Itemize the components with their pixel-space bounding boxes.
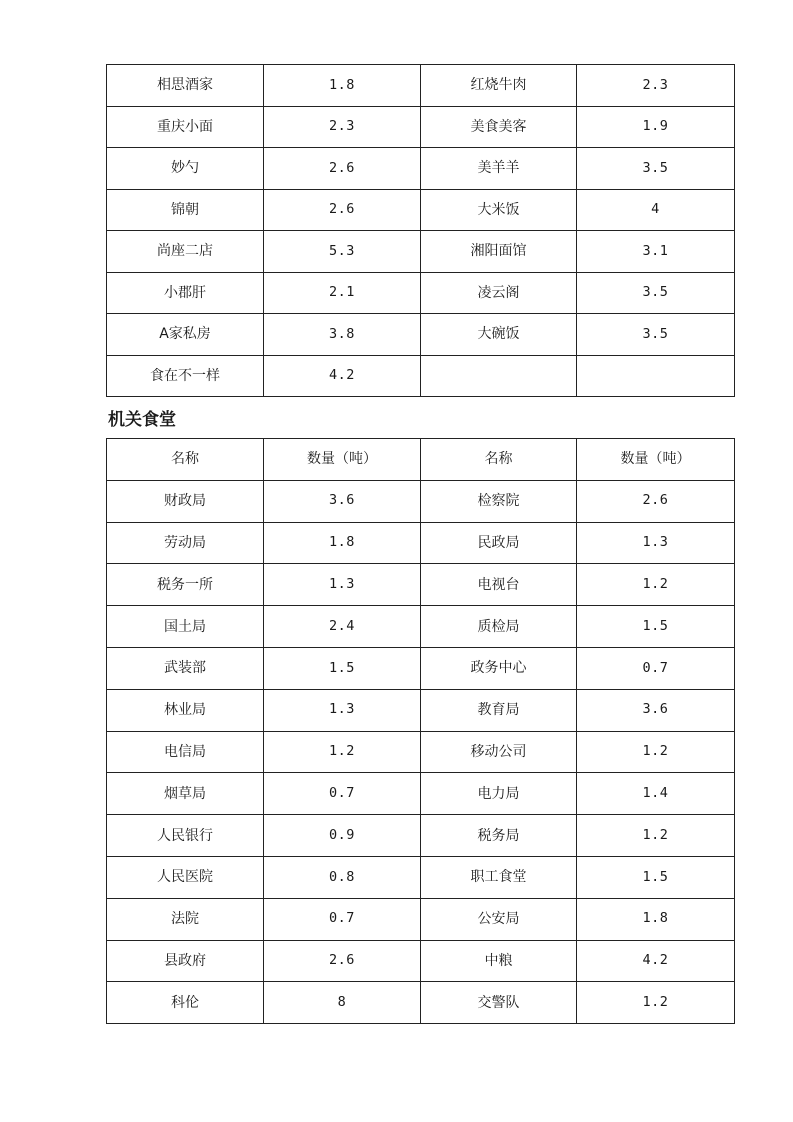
quantity-cell: 4.2 <box>264 355 421 397</box>
quantity-cell <box>577 355 735 397</box>
table-row <box>107 231 735 273</box>
name-cell: 交警队 <box>421 982 577 1024</box>
name-cell: 凌云阁 <box>421 272 577 314</box>
name-cell: 质检局 <box>421 606 577 648</box>
name-cell: 劳动局 <box>107 522 264 564</box>
name-cell: 公安局 <box>421 898 577 940</box>
name-cell: 湘阳面馆 <box>421 231 577 273</box>
name-cell: 人民银行 <box>107 815 264 857</box>
quantity-cell: 5.3 <box>264 231 421 273</box>
quantity-cell: 3.6 <box>264 480 421 522</box>
quantity-cell: 2.6 <box>264 189 421 231</box>
table-row <box>107 480 735 522</box>
quantity-cell: 0.7 <box>264 898 421 940</box>
government-canteen-table <box>106 438 735 1024</box>
quantity-cell: 4.2 <box>577 940 735 982</box>
name-cell: 武装部 <box>107 647 264 689</box>
name-cell: A家私房 <box>107 314 264 356</box>
quantity-cell: 2.6 <box>264 148 421 190</box>
section-title-government-canteens: 机关食堂 <box>108 410 176 430</box>
quantity-cell: 0.9 <box>264 815 421 857</box>
name-cell: 移动公司 <box>421 731 577 773</box>
name-cell: 科伦 <box>107 982 264 1024</box>
quantity-cell: 1.2 <box>264 731 421 773</box>
table-row <box>107 898 735 940</box>
quantity-cell: 0.7 <box>264 773 421 815</box>
quantity-cell: 1.3 <box>264 564 421 606</box>
table-row <box>107 148 735 190</box>
table-row <box>107 65 735 107</box>
name-cell: 红烧牛肉 <box>421 65 577 107</box>
name-cell: 中粮 <box>421 940 577 982</box>
name-cell: 法院 <box>107 898 264 940</box>
header-name-1: 名称 <box>107 439 264 481</box>
name-cell: 美羊羊 <box>421 148 577 190</box>
name-cell: 税务一所 <box>107 564 264 606</box>
name-cell: 教育局 <box>421 689 577 731</box>
name-cell: 职工食堂 <box>421 856 577 898</box>
quantity-cell: 2.6 <box>264 940 421 982</box>
quantity-cell: 1.3 <box>577 522 735 564</box>
table-row <box>107 189 735 231</box>
quantity-cell: 1.5 <box>577 856 735 898</box>
quantity-cell: 2.3 <box>577 65 735 107</box>
quantity-cell: 4 <box>577 189 735 231</box>
name-cell: 人民医院 <box>107 856 264 898</box>
quantity-cell: 3.8 <box>264 314 421 356</box>
quantity-cell: 1.2 <box>577 731 735 773</box>
quantity-cell: 1.4 <box>577 773 735 815</box>
name-cell <box>421 355 577 397</box>
quantity-cell: 1.2 <box>577 982 735 1024</box>
quantity-cell: 3.6 <box>577 689 735 731</box>
header-name-2: 名称 <box>421 439 577 481</box>
name-cell: 电力局 <box>421 773 577 815</box>
table-row <box>107 106 735 148</box>
name-cell: 林业局 <box>107 689 264 731</box>
quantity-cell: 2.6 <box>577 480 735 522</box>
quantity-cell: 2.4 <box>264 606 421 648</box>
header-quantity-1: 数量（吨） <box>264 439 421 481</box>
table-row <box>107 564 735 606</box>
header-quantity-2: 数量（吨） <box>577 439 735 481</box>
table-row <box>107 272 735 314</box>
name-cell: 大碗饭 <box>421 314 577 356</box>
table-row <box>107 982 735 1024</box>
quantity-cell: 1.5 <box>264 647 421 689</box>
table-row <box>107 522 735 564</box>
quantity-cell: 1.8 <box>264 65 421 107</box>
restaurant-table <box>106 64 735 397</box>
table-row <box>107 647 735 689</box>
quantity-cell: 1.9 <box>577 106 735 148</box>
name-cell: 锦朝 <box>107 189 264 231</box>
table-row <box>107 314 735 356</box>
quantity-cell: 1.2 <box>577 815 735 857</box>
name-cell: 尚座二店 <box>107 231 264 273</box>
table-row <box>107 856 735 898</box>
table-row <box>107 355 735 397</box>
quantity-cell: 3.5 <box>577 272 735 314</box>
name-cell: 电视台 <box>421 564 577 606</box>
quantity-cell: 2.1 <box>264 272 421 314</box>
name-cell: 烟草局 <box>107 773 264 815</box>
table-row <box>107 815 735 857</box>
table-row <box>107 731 735 773</box>
name-cell: 妙勺 <box>107 148 264 190</box>
quantity-cell: 0.7 <box>577 647 735 689</box>
quantity-cell: 1.8 <box>577 898 735 940</box>
quantity-cell: 3.5 <box>577 148 735 190</box>
table-row <box>107 940 735 982</box>
header-row <box>107 439 735 481</box>
quantity-cell: 8 <box>264 982 421 1024</box>
table-row <box>107 606 735 648</box>
quantity-cell: 3.5 <box>577 314 735 356</box>
quantity-cell: 1.5 <box>577 606 735 648</box>
name-cell: 政务中心 <box>421 647 577 689</box>
government-canteen-table-header <box>107 439 735 481</box>
quantity-cell: 1.3 <box>264 689 421 731</box>
table-row <box>107 689 735 731</box>
name-cell: 重庆小面 <box>107 106 264 148</box>
name-cell: 小郡肝 <box>107 272 264 314</box>
quantity-cell: 1.2 <box>577 564 735 606</box>
government-canteen-table-body <box>107 480 735 1023</box>
table-row <box>107 773 735 815</box>
name-cell: 财政局 <box>107 480 264 522</box>
name-cell: 检察院 <box>421 480 577 522</box>
name-cell: 大米饭 <box>421 189 577 231</box>
name-cell: 国土局 <box>107 606 264 648</box>
name-cell: 食在不一样 <box>107 355 264 397</box>
name-cell: 相思酒家 <box>107 65 264 107</box>
quantity-cell: 2.3 <box>264 106 421 148</box>
quantity-cell: 1.8 <box>264 522 421 564</box>
restaurant-table-body <box>107 65 735 397</box>
name-cell: 税务局 <box>421 815 577 857</box>
name-cell: 电信局 <box>107 731 264 773</box>
name-cell: 县政府 <box>107 940 264 982</box>
name-cell: 美食美客 <box>421 106 577 148</box>
quantity-cell: 0.8 <box>264 856 421 898</box>
name-cell: 民政局 <box>421 522 577 564</box>
quantity-cell: 3.1 <box>577 231 735 273</box>
